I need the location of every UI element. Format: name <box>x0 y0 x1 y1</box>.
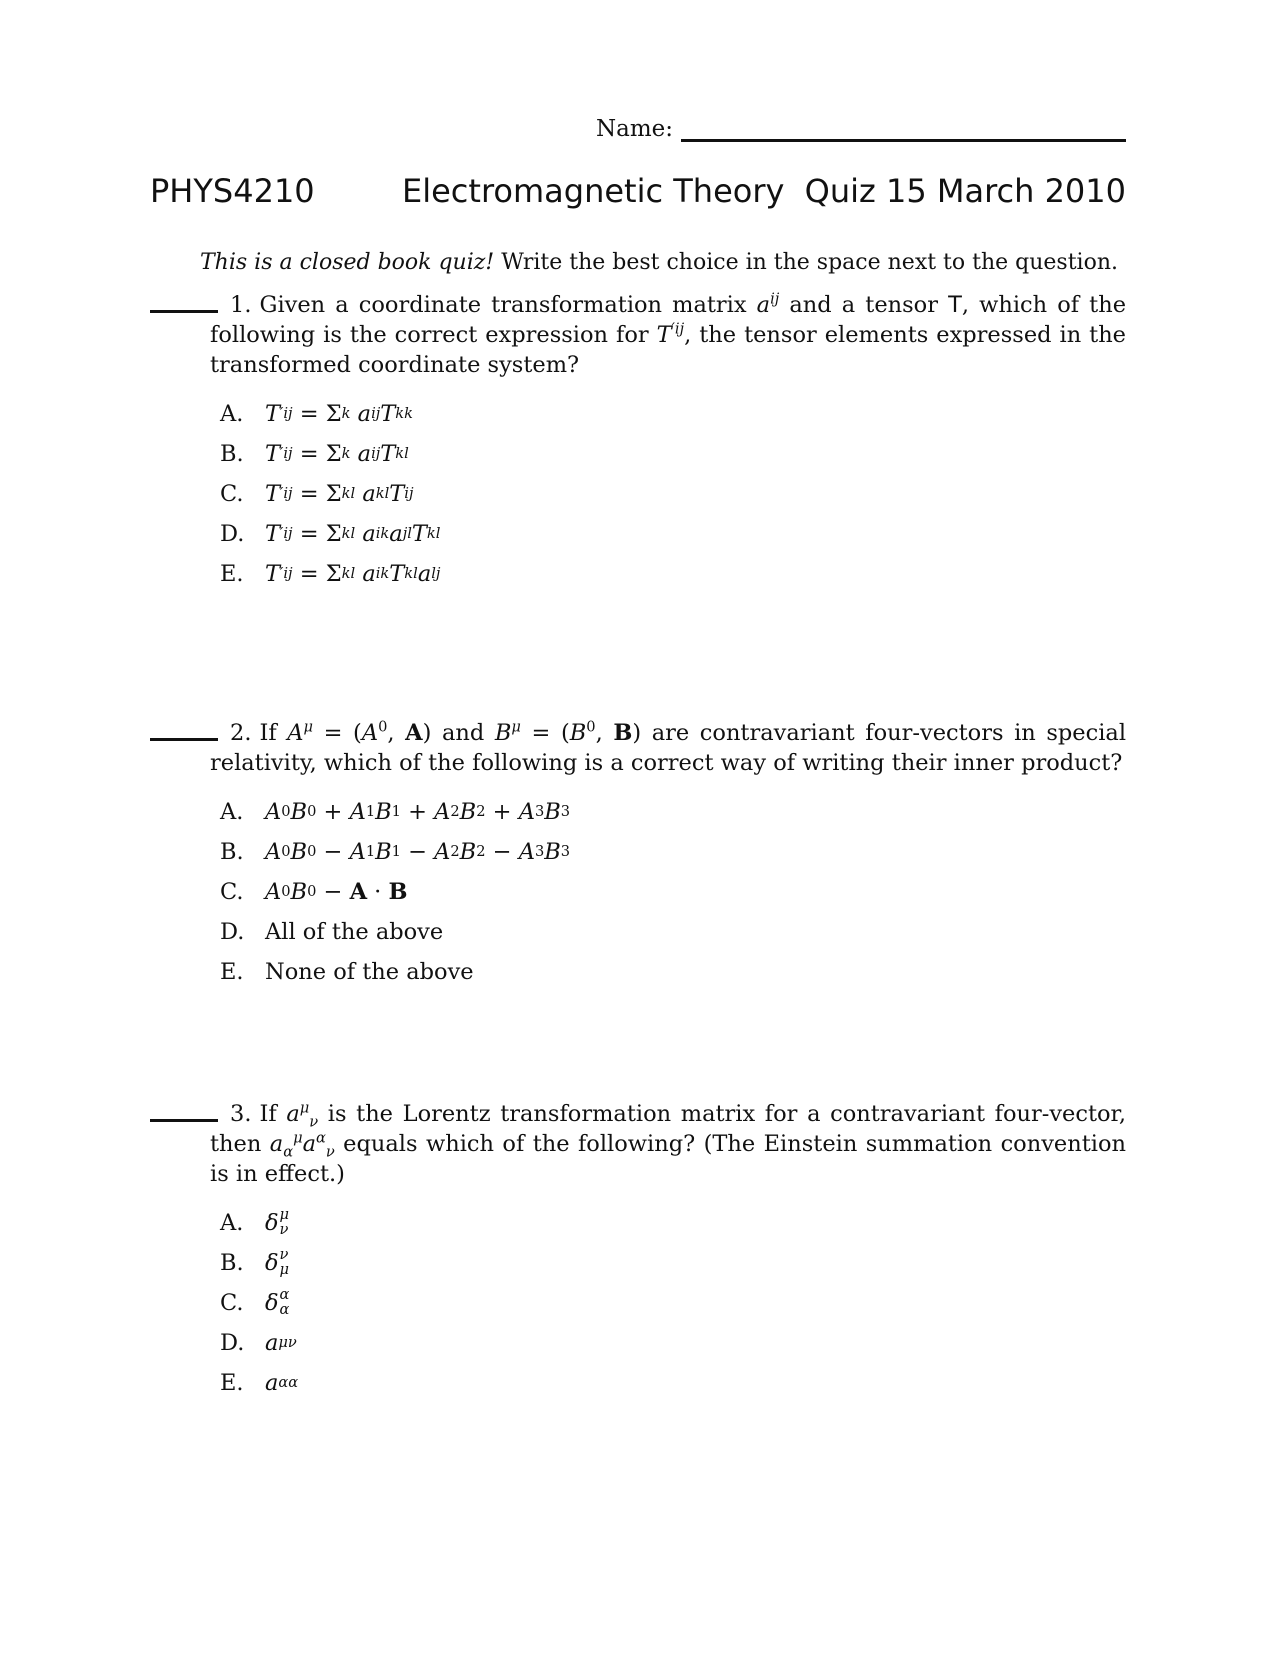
quiz-date: Quiz 15 March 2010 <box>804 172 1126 210</box>
question-2 <box>150 718 1126 992</box>
question-number: 3. <box>230 1101 252 1127</box>
choice-3e[interactable]: E. a α α <box>220 1363 1126 1403</box>
choice-label: E. <box>220 1370 244 1396</box>
choice-3a[interactable]: A. δ μ ν <box>220 1203 1126 1243</box>
course-subject: Electromagnetic Theory <box>402 172 785 210</box>
choice-label: B. <box>220 1250 244 1276</box>
choice-2c[interactable]: C. A 0 B 0 − A · B <box>220 872 1126 912</box>
answer-blank-3[interactable] <box>150 1119 218 1122</box>
choice-2a[interactable]: A. A 0 B 0 + A 1 B 1 + A 2 B 2 + A 3 B 3 <box>220 792 1126 832</box>
question-3-text: 3. If $a^\mu_\nu$ is the Lorentz transformation matrix for a contravariant four-vector, then $a_\alpha^\mu a^\alpha_\nu$ equals which of the following? (The Einstein summation convention is in effect.) <box>210 1099 1126 1187</box>
choice-1d[interactable]: D. T ′ij = Σ kl a ik a jl T kl <box>220 514 1126 554</box>
choice-label: E. <box>220 959 244 985</box>
choice-label: A. <box>220 401 244 427</box>
choice-label: C. <box>220 879 244 905</box>
choice-1e[interactable]: E. T ′ij = Σ kl a ik T kl a lj <box>220 554 1126 594</box>
course-code: PHYS4210 <box>150 172 315 210</box>
choice-label: D. <box>220 919 245 945</box>
question-3 <box>150 1099 1126 1403</box>
question-number: 1. <box>230 292 252 318</box>
choice-label: D. <box>220 521 245 547</box>
choice-1c[interactable]: C. T ′ij = Σ kl a kl T ij <box>220 474 1126 514</box>
name-field <box>596 116 1126 142</box>
choice-text: None of the above <box>265 959 474 985</box>
choice-2e[interactable] <box>220 952 1126 992</box>
instructions-text: Write the best choice in the space next to the question. <box>494 250 1119 275</box>
choice-3b[interactable]: B. δ ν μ <box>220 1243 1126 1283</box>
choice-label: D. <box>220 1330 245 1356</box>
quiz-header <box>150 172 1126 216</box>
question-2-text: 2. If $A^\mu = (A^0$, A) and $B^\mu = (B^0$, B) are contravariant four-vectors in special relativity, which of the following is a correct way of writing their inner product? <box>210 718 1127 776</box>
choice-3c[interactable]: C. δ α α <box>220 1283 1126 1323</box>
choice-label: E. <box>220 561 244 587</box>
choice-1b[interactable]: B. T ′ij = Σ k a ij T kl <box>220 434 1126 474</box>
instructions <box>200 250 1119 275</box>
question-1-choices <box>220 394 1126 594</box>
choice-text: All of the above <box>265 919 444 945</box>
question-number: 2. <box>230 720 252 746</box>
question-2-choices <box>220 792 1126 992</box>
choice-label: A. <box>220 1210 244 1236</box>
name-blank-line[interactable] <box>681 121 1126 142</box>
choice-label: C. <box>220 1290 244 1316</box>
question-1-text: 1. Given a coordinate transformation matrix $a^{ij}$ and a tensor T, which of the following is the correct expression for $T^{'ij}$, the tensor elements expressed in the transformed coordinate system? <box>210 290 1127 378</box>
name-label: Name: <box>596 116 674 142</box>
choice-2d[interactable] <box>220 912 1126 952</box>
choice-label: B. <box>220 839 244 865</box>
choice-2b[interactable]: B. A 0 B 0 − A 1 B 1 − A 2 B 2 − A 3 B 3 <box>220 832 1126 872</box>
answer-blank-2[interactable] <box>150 738 218 741</box>
answer-blank-1[interactable] <box>150 310 218 313</box>
question-1 <box>150 290 1126 594</box>
choice-1a[interactable]: A. T ′ij = Σ k a ij T kk <box>220 394 1126 434</box>
choice-label: A. <box>220 799 244 825</box>
instructions-emphasis: This is a closed book quiz! <box>200 250 495 275</box>
choice-label: C. <box>220 481 244 507</box>
question-3-choices <box>220 1203 1126 1403</box>
choice-3d[interactable]: D. a μ ν <box>220 1323 1126 1363</box>
choice-label: B. <box>220 441 244 467</box>
